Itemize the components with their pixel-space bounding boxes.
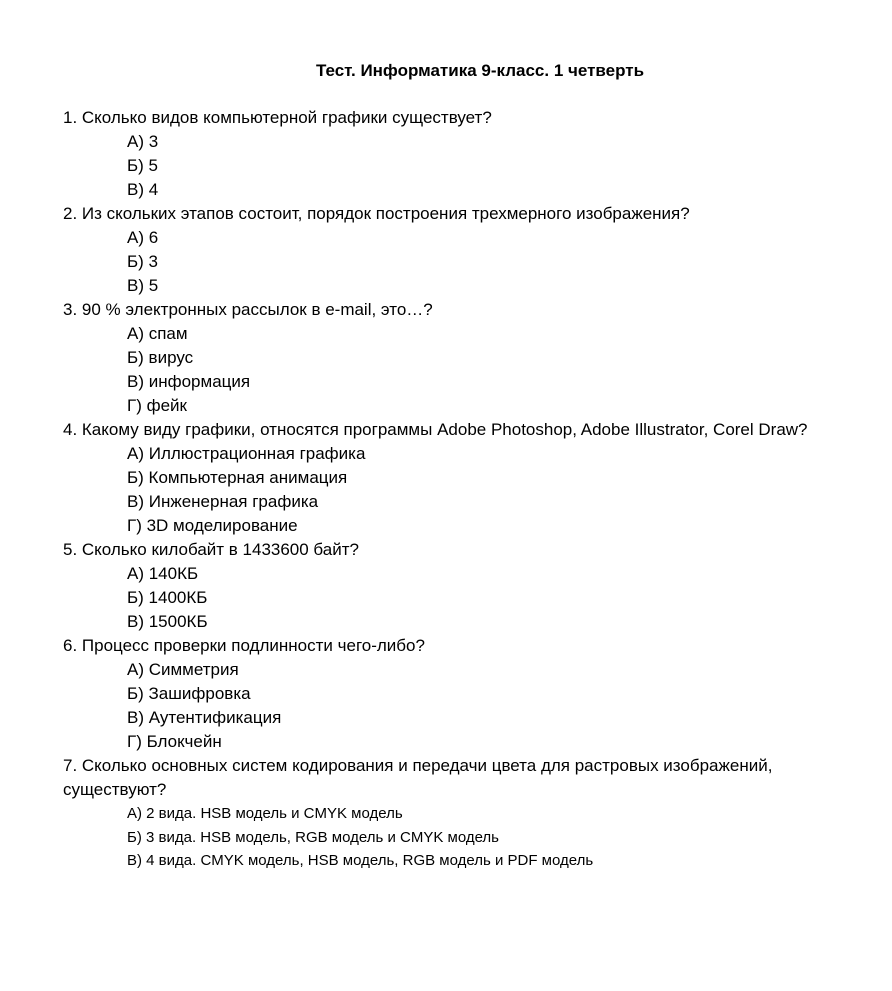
answer-option: Б) 1400КБ xyxy=(127,588,208,607)
question-text: 6. Процесс проверки подлинности чего-либо? xyxy=(63,636,425,655)
answer-option: Б) 3 вида. HSB модель, RGB модель и CMYK модель xyxy=(127,828,499,846)
answer-option: В) 1500КБ xyxy=(127,612,208,631)
answer-option: Б) вирус xyxy=(127,348,194,367)
question-1 xyxy=(63,106,843,202)
answer-option: Г) 3D моделирование xyxy=(127,516,298,535)
answer-option: А) Симметрия xyxy=(127,660,239,679)
question-3 xyxy=(63,298,843,418)
document-title: Тест. Информатика 9-класс. 1 четверть xyxy=(315,61,645,80)
answer-option: А) 2 вида. HSB модель и CMYK модель xyxy=(127,805,403,822)
answer-option: В) 4 вида. CMYK модель, HSB модель, RGB модель и PDF модель xyxy=(127,852,594,869)
answer-option: А) 3 xyxy=(127,132,159,151)
question-text: 5. Сколько килобайт в 1433600 байт? xyxy=(63,540,359,559)
question-text: 2. Из скольких этапов состоит, порядок построения трехмерного изображения? xyxy=(63,204,690,223)
answer-option: Г) фейк xyxy=(127,396,187,415)
answer-option: А) 6 xyxy=(127,228,159,247)
question-text: 7. Сколько основных систем кодирования и передачи цвета для растровых изображений, существуют? xyxy=(63,756,773,799)
answer-option: В) Инженерная графика xyxy=(127,492,319,511)
question-text: 4. Какому виду графики, относятся программы Adobe Photoshop, Adobe Illustrator, Corel Draw? xyxy=(63,420,808,439)
answer-option: Б) Компьютерная анимация xyxy=(127,468,348,487)
answer-option: В) информация xyxy=(127,372,251,391)
answer-option: В) 5 xyxy=(127,276,159,295)
answer-option: А) спам xyxy=(127,324,188,343)
question-text: 3. 90 % электронных рассылок в e-mail, это…? xyxy=(63,300,433,319)
answer-option: А) Иллюстрационная графика xyxy=(127,444,366,463)
question-7 xyxy=(63,754,843,873)
answer-option: Б) Зашифровка xyxy=(127,684,251,703)
answer-option: В) 4 xyxy=(127,180,159,199)
answer-option: Б) 3 xyxy=(127,252,158,271)
answer-option: Б) 5 xyxy=(127,156,158,175)
answer-option: А) 140КБ xyxy=(127,564,199,583)
answer-option: В) Аутентификация xyxy=(127,708,282,727)
question-list xyxy=(63,106,843,873)
question-2 xyxy=(63,202,843,298)
question-text: 1. Сколько видов компьютерной графики существует? xyxy=(63,108,492,127)
question-4 xyxy=(63,418,843,538)
question-5 xyxy=(63,538,843,634)
answer-option: Г) Блокчейн xyxy=(127,732,222,751)
question-6 xyxy=(63,634,843,754)
